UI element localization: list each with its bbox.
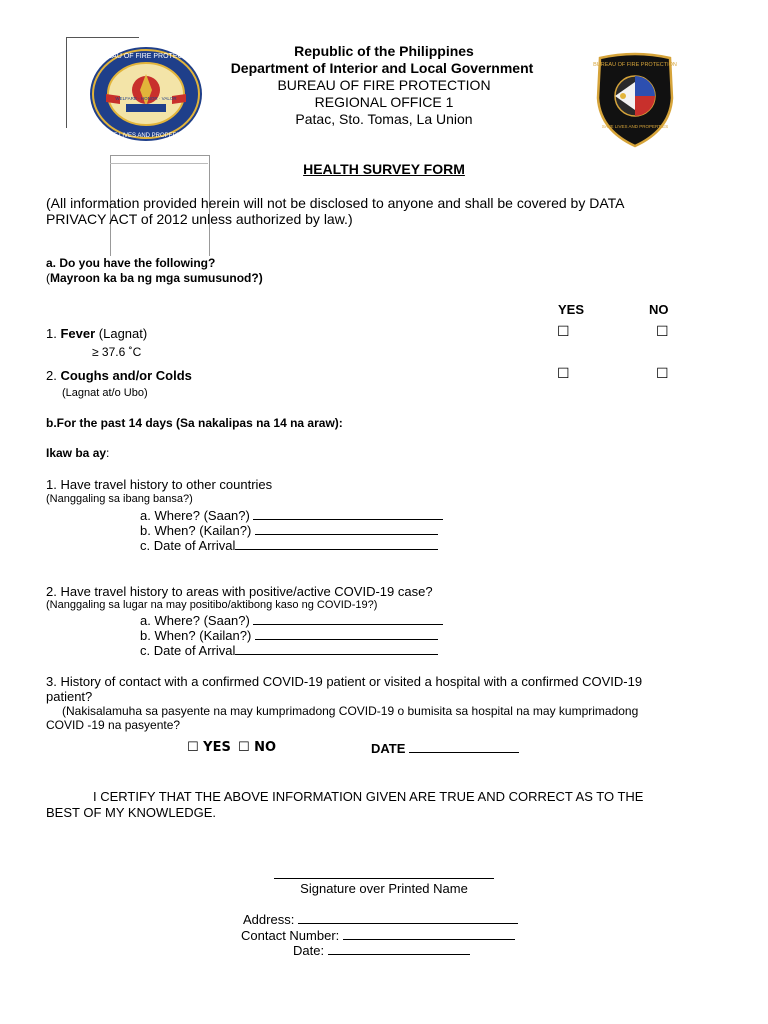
q1-when-field[interactable]: b. When? (Kailan?) <box>140 522 438 538</box>
fever-yes-checkbox[interactable]: ☐ <box>557 324 570 340</box>
fever-no-checkbox[interactable]: ☐ <box>656 324 669 340</box>
privacy-note-line2: PRIVACY ACT of 2012 unless authorized by law.) <box>46 211 353 227</box>
header-dilg: Department of Interior and Local Government <box>230 60 534 76</box>
header-republic: Republic of the Philippines <box>294 43 474 59</box>
section-a-question-tl: (Mayroon ka ba ng mga sumusunod?) <box>46 271 263 285</box>
left-logo-bottom-text: SAVE LIVES AND PROPERTIES <box>101 133 191 139</box>
contact-number-field[interactable]: Contact Number: <box>241 927 515 943</box>
coughs-yes-checkbox[interactable]: ☐ <box>557 366 570 382</box>
q2-where-field[interactable]: a. Where? (Saan?) <box>140 612 443 628</box>
right-logo-bottom-text: SAVE LIVES AND PROPERTIES <box>601 124 669 129</box>
q3-no-option[interactable]: ☐ NO <box>238 740 277 755</box>
q1-where-field[interactable]: a. Where? (Saan?) <box>140 507 443 523</box>
header-regional-office: REGIONAL OFFICE 1 <box>314 94 454 110</box>
form-title: HEALTH SURVEY FORM <box>303 161 465 177</box>
certification-line1: I CERTIFY THAT THE ABOVE INFORMATION GIVEN ARE TRUE AND CORRECT AS TO THE <box>93 789 644 804</box>
q1-arrival-field[interactable]: c. Date of Arrival <box>140 537 438 553</box>
q2-arrival-field[interactable]: c. Date of Arrival <box>140 642 438 658</box>
address-field[interactable]: Address: <box>243 911 518 927</box>
q3-yes-option[interactable]: ☐ YES <box>187 740 231 755</box>
coughs-no-checkbox[interactable]: ☐ <box>656 366 669 382</box>
section-b-title: b.For the past 14 days (Sa nakalipas na 14 na araw): <box>46 416 343 430</box>
q3-contact-line2: patient? <box>46 689 93 704</box>
privacy-note-line1: (All information provided herein will not be disclosed to anyone and shall be covered by DATA <box>46 195 625 211</box>
q3-contact-line1: 3. History of contact with a confirmed COVID-19 patient or visited a hospital with a confirmed COVID-19 <box>46 674 643 689</box>
fever-item: 1. Fever (Lagnat) <box>46 326 148 341</box>
no-column-header: NO <box>649 302 669 317</box>
left-logo-top-text: BUREAU OF FIRE PROTECTION <box>92 53 200 60</box>
left-logo-motto-text: WELFARE · HONOR · VALOR <box>115 96 177 101</box>
signature-line[interactable] <box>274 866 494 879</box>
q3-tl-line2: COVID -19 na pasyente? <box>46 718 181 732</box>
fever-threshold: ≥ 37.6 ˚C <box>92 345 142 359</box>
q2-travel-covid-areas: 2. Have travel history to areas with positive/active COVID-19 case? <box>46 584 433 599</box>
q1-tl: (Nanggaling sa ibang bansa?) <box>46 493 193 505</box>
certification-line2: BEST OF MY KNOWLEDGE. <box>46 805 216 820</box>
coughs-tl: (Lagnat at/o Ubo) <box>62 387 148 399</box>
signature-label: Signature over Printed Name <box>300 881 468 896</box>
q1-travel-countries: 1. Have travel history to other countries <box>46 477 273 492</box>
section-a-question: a. Do you have the following? <box>46 256 216 270</box>
q3-tl-line1: (Nakisalamuha sa pasyente na may kumprimadong COVID-19 o bumisita sa hospital na may kumprimadong <box>62 704 639 718</box>
ikaw-ba-ay-label: Ikaw ba ay: <box>46 446 110 460</box>
q3-date-field[interactable]: DATE <box>371 740 519 756</box>
q2-tl: (Nanggaling sa lugar na may positibo/aktibong kaso ng COVID-19?) <box>46 599 378 611</box>
q2-when-field[interactable]: b. When? (Kailan?) <box>140 627 438 643</box>
date-field[interactable]: Date: <box>293 942 470 958</box>
header-bfp: BUREAU OF FIRE PROTECTION <box>277 77 491 93</box>
coughs-item: 2. Coughs and/or Colds <box>46 368 192 383</box>
yes-column-header: YES <box>558 302 585 317</box>
header-address: Patac, Sto. Tomas, La Union <box>295 111 473 127</box>
right-logo-top-text: BUREAU OF FIRE PROTECTION <box>593 62 677 68</box>
